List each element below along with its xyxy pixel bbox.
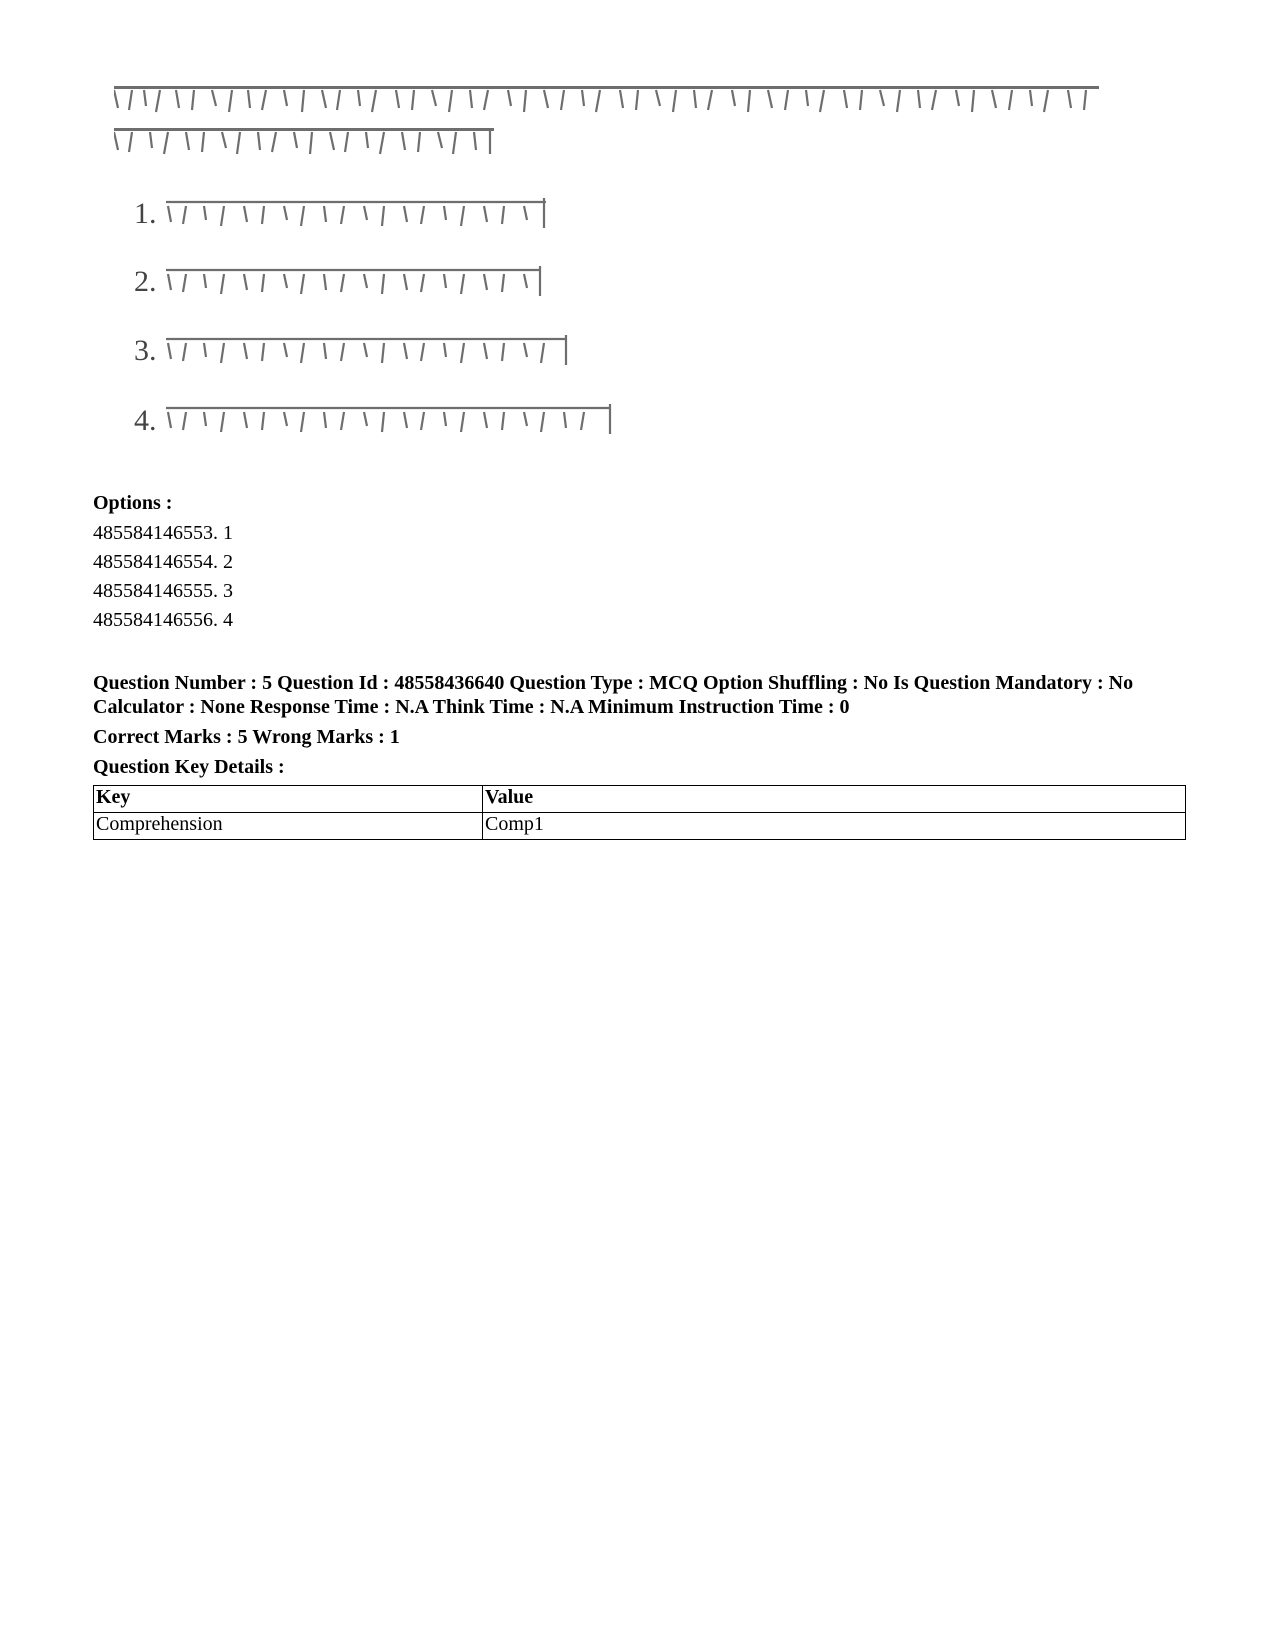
tibetan-line-2 [114, 128, 494, 154]
table-header-row [94, 786, 1186, 813]
question-image [114, 78, 1164, 470]
tibetan-option-2 [166, 266, 541, 296]
option-item: 485584146555. 3 [93, 580, 233, 602]
tibetan-option-1 [166, 198, 546, 228]
key-details-title: Question Key Details : [93, 756, 285, 778]
tibetan-option-4 [166, 404, 611, 434]
question-meta: Question Number : 5 Question Id : 48558436640 Question Type : MCQ Option Shuffling : No Is Question Mandatory : No Calculator : None Response Time : N.A Think Time : N.A Minimum Instruction Time : 0 [93, 672, 1134, 718]
table-header-value: Value [483, 786, 1186, 813]
table-header-key: Key [94, 786, 483, 813]
table-row [94, 813, 1186, 840]
option-item: 485584146553. 1 [93, 522, 233, 544]
tibetan-line-1 [114, 86, 1099, 112]
table-cell-value: Comp1 [483, 813, 1186, 840]
tibetan-option-3 [166, 335, 566, 365]
option-item: 485584146556. 4 [93, 609, 233, 631]
question-marks: Correct Marks : 5 Wrong Marks : 1 [93, 726, 400, 748]
option-number-4: 4. [134, 404, 157, 437]
option-number-2: 2. [134, 265, 157, 298]
options-title: Options : [93, 492, 173, 514]
option-item: 485584146554. 2 [93, 551, 233, 573]
option-number-3: 3. [134, 334, 157, 367]
option-number-1: 1. [134, 197, 157, 230]
key-details-table [93, 785, 1186, 840]
question-content [93, 490, 1193, 840]
table-cell-key: Comprehension [94, 813, 483, 840]
